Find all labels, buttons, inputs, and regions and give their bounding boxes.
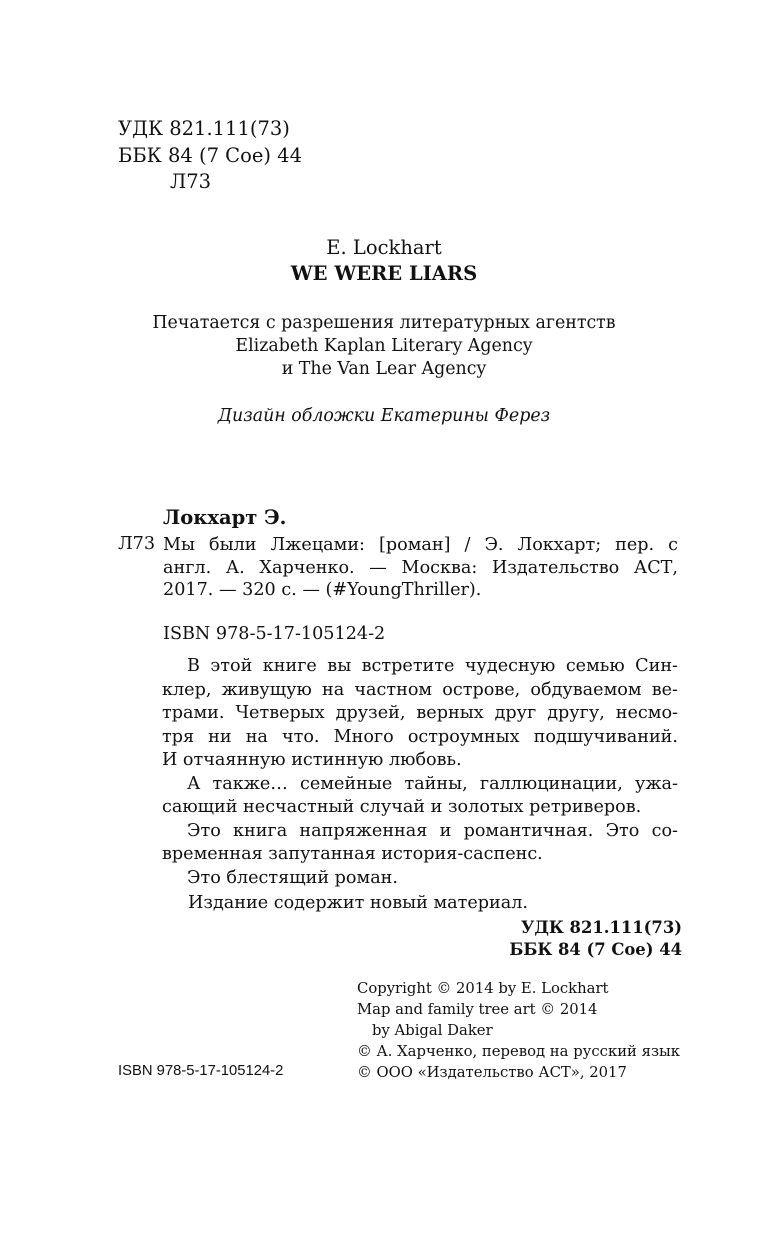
annotation-line: клер, живущую на частном острове, обдуваемом ве- <box>162 679 678 700</box>
bbk-code: ББК 84 (7 Сое) 44 <box>118 144 302 167</box>
annotation-line: Это книга напряженная и романтичная. Это со- <box>187 820 678 841</box>
footer-udk: УДК 821.111(73) <box>521 918 682 937</box>
bib-record-line: 2017. — 320 с. — (#YoungThriller). <box>163 580 482 600</box>
cover-designer-name: Екатерины Ферез <box>380 406 551 426</box>
annotation-line: А также… семейные тайны, галлюцинации, ужа- <box>187 773 678 794</box>
copyright-line: Map and family tree art © 2014 <box>357 1001 598 1018</box>
annotation-line: сающий несчастный случай и золотых ретриверов. <box>162 797 642 817</box>
rights-line-2: Elizabeth Kaplan Literary Agency <box>235 336 533 356</box>
annotation-line: тря ни на что. Много остроумных подшучиваний. <box>162 726 678 747</box>
bib-isbn: ISBN 978-5-17-105124-2 <box>163 624 386 644</box>
bib-record <box>163 534 678 602</box>
annotation-line: временная запутанная история-саспенс. <box>162 844 543 864</box>
cover-design-prefix: Дизайн обложки <box>217 406 376 426</box>
bib-record-line: англ. А. Харченко. — Москва: Издательство АСТ, <box>163 557 678 578</box>
annotation-line: Это блестящий роман. <box>187 867 398 888</box>
annotation <box>162 655 678 890</box>
annotation-line: трами. Четверых друзей, верных друг другу, несмо- <box>162 703 678 723</box>
original-author: E. Lockhart <box>326 236 442 259</box>
annotation-line: И отчаянную истинную любовь. <box>162 750 462 770</box>
annotation-line: В этой книге вы встретите чудесную семью Син- <box>187 656 678 676</box>
udk-code: УДК 821.111(73) <box>118 117 290 140</box>
rights-line-1: Печатается с разрешения литературных агентств <box>152 313 616 333</box>
cover-design-credit <box>0 406 768 426</box>
bib-code: Л73 <box>118 534 156 554</box>
copyright-line: by Abigal Daker <box>372 1022 493 1039</box>
copyright-line: Copyright © 2014 by E. Lockhart <box>357 980 609 997</box>
copyright-line: © А. Харченко, перевод на русский язык <box>357 1043 681 1060</box>
rights-line-3: и The Van Lear Agency <box>281 359 487 379</box>
original-title: WE WERE LIARS <box>290 262 478 285</box>
bib-record-line: Мы были Лжецами: [роман] / Э. Локхарт; пер. с <box>163 535 678 555</box>
annotation-new-material: Издание содержит новый материал. <box>188 893 529 913</box>
author-mark: Л73 <box>170 170 212 193</box>
copyright-line: © ООО «Издательство АСТ», 2017 <box>357 1064 627 1081</box>
copyright-block <box>357 978 680 1083</box>
footer-bbk: ББК 84 (7 Сое) 44 <box>509 940 682 959</box>
bib-author-heading: Локхарт Э. <box>163 506 287 529</box>
footer-isbn: ISBN 978-5-17-105124-2 <box>118 1063 284 1079</box>
